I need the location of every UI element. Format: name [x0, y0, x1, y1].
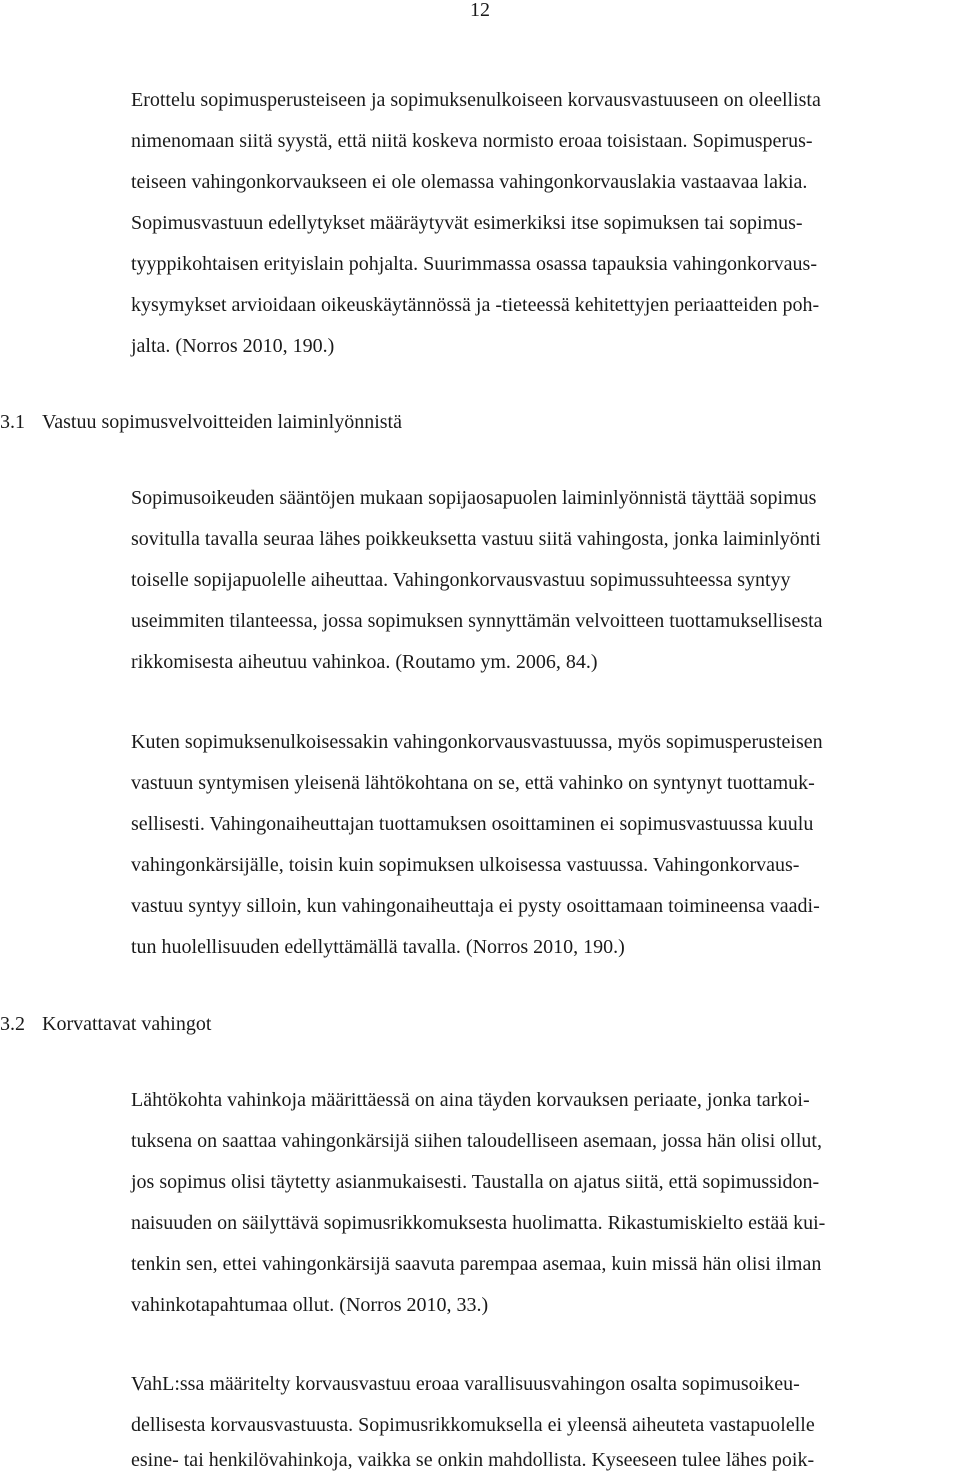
text-line: Erottelu sopimusperusteiseen ja sopimuksenulkoiseen korvausvastuuseen on oleellista: [131, 89, 821, 111]
text-line: tun huolellisuuden edellyttämällä tavalla. (Norros 2010, 190.): [131, 936, 625, 958]
text-line: teiseen vahingonkorvaukseen ei ole olemassa vahingonkorvauslakia vastaavaa lakia.: [131, 171, 808, 193]
text-line: naisuuden on säilyttävä sopimusrikkomuksesta huolimatta. Rikastumiskielto estää kui-: [131, 1212, 826, 1234]
text-line: vastuu syntyy silloin, kun vahingonaiheuttaja ei pysty osoittamaan toimineensa vaadi-: [131, 895, 820, 917]
text-line: esine- tai henkilövahinkoja, vaikka se onkin mahdollista. Kyseeseen tulee lähes poik-: [131, 1449, 815, 1471]
text-line: tyyppikohtaisen erityislain pohjalta. Suurimmassa osassa tapauksia vahingonkorvaus-: [131, 253, 817, 275]
text-line: vastuun syntymisen yleisenä lähtökohtana on se, että vahinko on syntynyt tuottamuk-: [131, 772, 815, 794]
text-line: tuksena on saattaa vahingonkärsijä siihen taloudelliseen asemaan, jossa hän olisi ollut,: [131, 1130, 822, 1152]
section-number: 3.2: [0, 1013, 25, 1035]
text-line: tenkin sen, ettei vahingonkärsijä saavuta parempaa asemaa, kuin missä hän olisi ilman: [131, 1253, 822, 1275]
text-line: dellisesta korvausvastuusta. Sopimusrikkomuksella ei yleensä aiheuteta vastapuolelle: [131, 1414, 815, 1436]
text-line: Lähtökohta vahinkoja määrittäessä on aina täyden korvauksen periaate, jonka tarkoi-: [131, 1089, 810, 1111]
text-line: rikkomisesta aiheutuu vahinkoa. (Routamo ym. 2006, 84.): [131, 651, 598, 673]
text-line: vahingonkärsijälle, toisin kuin sopimuksen ulkoisessa vastuussa. Vahingonkorvaus-: [131, 854, 800, 876]
text-line: jos sopimus olisi täytetty asianmukaisesti. Taustalla on ajatus siitä, että sopimussidon-: [131, 1171, 820, 1193]
text-line: Sopimusoikeuden sääntöjen mukaan sopijaosapuolen laiminlyönnistä täyttää sopimus: [131, 487, 817, 509]
text-line: jalta. (Norros 2010, 190.): [131, 335, 335, 357]
section-title: Korvattavat vahingot: [42, 1013, 212, 1035]
section-heading-3-1: [0, 408, 402, 436]
text-line: Kuten sopimuksenulkoisessakin vahingonkorvausvastuussa, myös sopimusperusteisen: [131, 731, 823, 753]
text-line: Sopimusvastuun edellytykset määräytyvät esimerkiksi itse sopimuksen tai sopimus-: [131, 212, 803, 234]
text-line: vahinkotapahtumaa ollut. (Norros 2010, 33.): [131, 1294, 489, 1316]
page-number: 12: [470, 0, 490, 21]
section-number: 3.1: [0, 411, 25, 433]
text-line: toiselle sopijapuolelle aiheuttaa. Vahingonkorvausvastuu sopimussuhteessa syntyy: [131, 569, 791, 591]
text-line: kysymykset arvioidaan oikeuskäytännössä ja -tieteessä kehitettyjen periaatteiden poh-: [131, 294, 820, 316]
text-line: useimmiten tilanteessa, jossa sopimuksen synnyttämän velvoitteen tuottamuksellisesta: [131, 610, 823, 632]
text-line: VahL:ssa määritelty korvausvastuu eroaa varallisuusvahingon osalta sopimusoikeu-: [131, 1373, 800, 1395]
text-line: sovitulla tavalla seuraa lähes poikkeuksetta vastuu siitä vahingosta, jonka laiminlyönti: [131, 528, 821, 550]
text-line: nimenomaan siitä syystä, että niitä koskeva normisto eroaa toisistaan. Sopimusperus-: [131, 130, 813, 152]
section-heading-3-2: [0, 1010, 211, 1038]
section-title: Vastuu sopimusvelvoitteiden laiminlyönnistä: [42, 411, 402, 433]
text-line: sellisesti. Vahingonaiheuttajan tuottamuksen osoittaminen ei sopimusvastuussa kuulu: [131, 813, 814, 835]
